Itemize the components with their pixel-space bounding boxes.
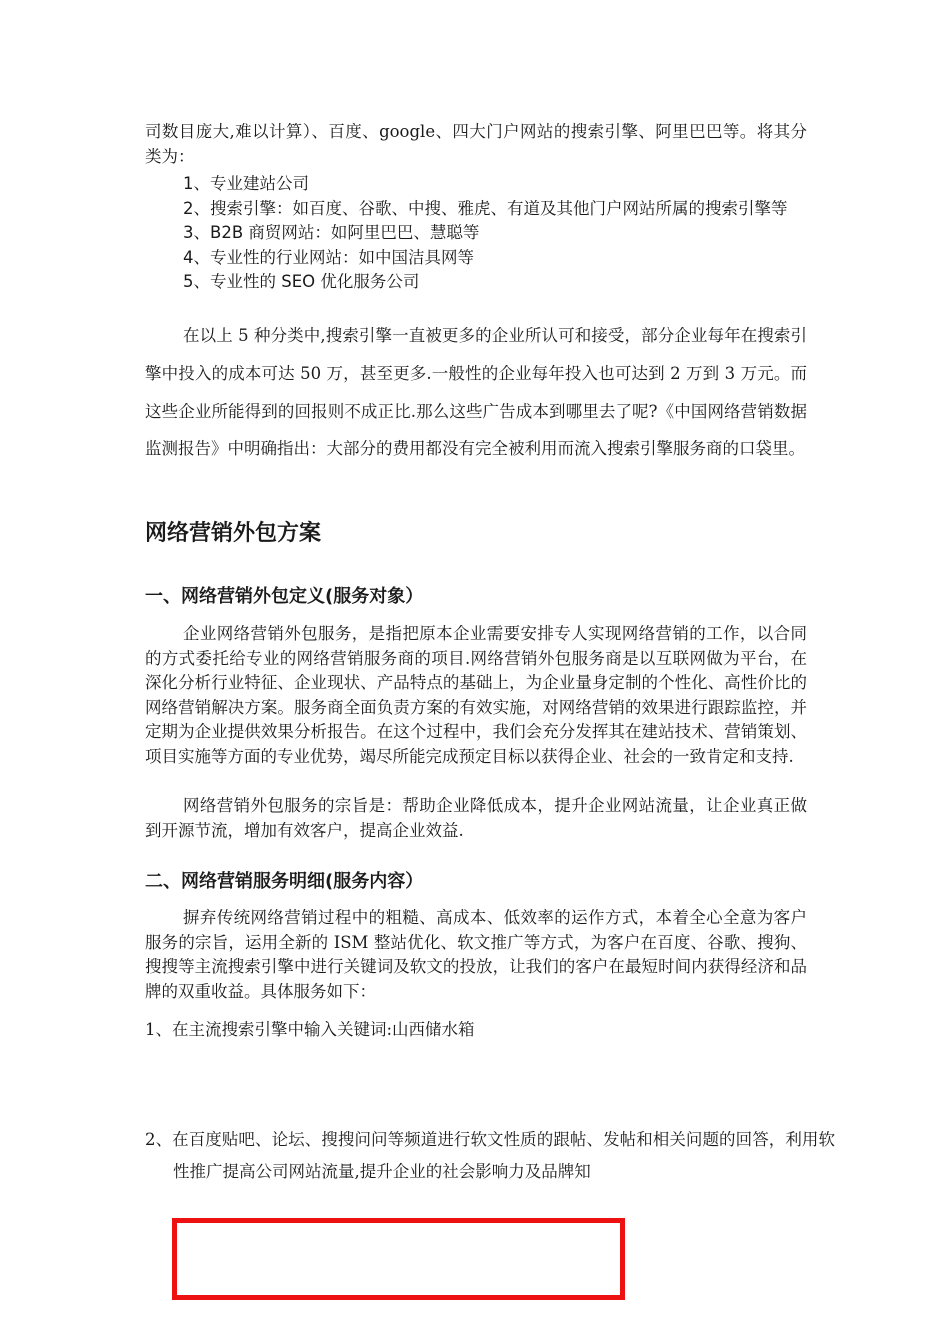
summary-paragraph: 在以上 5 种分类中,搜索引擎一直被更多的企业所认可和接受，部分企业每年在搜索引擎中投入的成本可达 50 万，甚至更多.一般性的企业每年投入也可达到 2 万到 3 万元。而这些企业所能得到的回报则不成正比.那么这些广告成本到哪里去了呢?《中国网络营销数据监测报告》中明确指出：大部分的费用都没有完全被利用而流入搜索引擎服务商的口袋里。 xyxy=(145,326,807,459)
section-heading-1: 一、网络营销外包定义(服务对象） xyxy=(145,586,424,607)
list-item: 5、专业性的 SEO 优化服务公司 xyxy=(183,272,420,291)
list-item: 2、搜索引擎：如百度、谷歌、中搜、雅虎、有道及其他门户网站所属的搜索引擎等 xyxy=(183,198,788,218)
category-list xyxy=(145,172,807,295)
section-heading-2: 二、网络营销服务明细(服务内容） xyxy=(145,871,424,892)
intro-paragraph: 司数目庞大,难以计算）、百度、google、四大门户网站的搜索引擎、阿里巴巴等。将其分类为： xyxy=(145,122,807,166)
section1-paragraph-1: 企业网络营销外包服务，是指把原本企业需要安排专人实现网络营销的工作，以合同的方式委托给专业的网络营销服务商的项目.网络营销外包服务商是以互联网做为平台，在深化分析行业特征、企业现状、产品特点的基础上，为企业量身定制的个性化、高性价比的网络营销解决方案。服务商全面负责方案的有效实施，对网络营销的效果进行跟踪监控，并定期为企业提供效果分析报告。在这个过程中，我们会充分发挥其在建站技术、营销策划、项目实施等方面的专业优势，竭尽所能完成预定目标以获得企业、社会的一致肯定和支持. xyxy=(145,624,807,766)
red-frame xyxy=(172,1218,625,1300)
section2-paragraph: 摒弃传统网络营销过程中的粗糙、高成本、低效率的运作方式，本着全心全意为客户服务的宗旨，运用全新的 ISM 整站优化、软文推广等方式，为客户在百度、谷歌、搜狗、搜搜等主流搜索引擎中进行关键词及软文的投放，让我们的客户在最短时间内获得经济和品牌的双重收益。具体服务如下： xyxy=(145,908,807,1001)
service-item-2: 2、在百度贴吧、论坛、搜搜问问等频道进行软文性质的跟帖、发帖和相关问题的回答，利用软性推广提高公司网站流量,提升企业的社会影响力及品牌知 xyxy=(145,1130,835,1181)
list-item: 4、专业性的行业网站：如中国洁具网等 xyxy=(183,247,474,267)
service-item-1: 1、在主流搜索引擎中输入关键词:山西储水箱 xyxy=(145,1020,475,1039)
list-item: 1、专业建站公司 xyxy=(183,174,309,193)
list-item: 3、B2B 商贸网站：如阿里巴巴、慧聪等 xyxy=(183,223,480,242)
page-title: 网络营销外包方案 xyxy=(145,521,322,546)
section1-paragraph-2: 网络营销外包服务的宗旨是：帮助企业降低成本，提升企业网站流量，让企业真正做到开源节流，增加有效客户，提高企业效益. xyxy=(145,796,807,840)
